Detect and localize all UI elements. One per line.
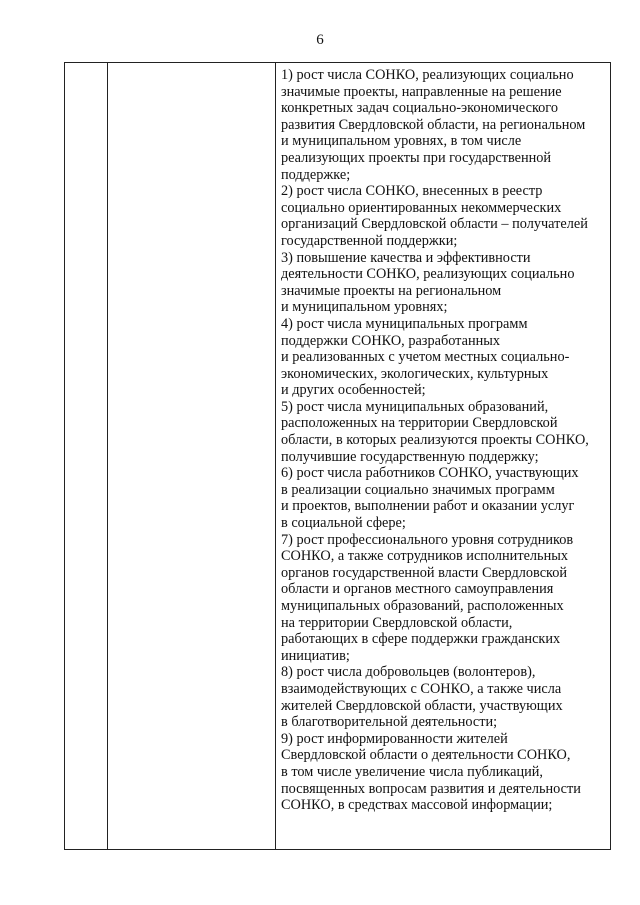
list-item: 6) рост числа работников СОНКО, участвующих в реализации социально значимых программ и проектов, выполнении работ и оказании услуг в социальной сфере; xyxy=(281,465,579,532)
list-item: 8) рост числа добровольцев (волонтеров), взаимодействующих с СОНКО, а также числа жителей Свердловской области, участвующих в благотворительной деятельности; xyxy=(281,664,563,731)
list-item: 2) рост числа СОНКО, внесенных в реестр социально ориентированных некоммерческих организаций Свердловской области – получателей государственной поддержки; xyxy=(281,183,588,249)
page-number: 6 xyxy=(316,32,324,48)
list-item: 3) повышение качества и эффективности деятельности СОНКО, реализующих социально значимые проекты на региональном и муниципальном уровнях; xyxy=(281,249,575,316)
list-item: 7) рост профессионального уровня сотрудников СОНКО, а также сотрудников исполнительных органов государственной власти Свердловской области и органов местного самоуправления муниципальных образований, расположенных на территории Свердловской области, работающих в сфере поддержки гражданских инициатив; xyxy=(281,531,574,664)
list-item: 5) рост числа муниципальных образований, расположенных на территории Свердловской области, в которых реализуются проекты СОНКО, получившие государственную поддержку; xyxy=(281,398,589,465)
list-item: 1) рост числа СОНКО, реализующих социально значимые проекты, направленные на решение конкретных задач социально-экономического развития Свердловской области, на региональном и муниципальном уровнях, в том числе реализующих проекты при государственной поддержке; xyxy=(281,67,586,183)
column-divider-1 xyxy=(107,63,108,849)
list-item: 9) рост информированности жителей Свердловской области о деятельности СОНКО, в том числе увеличение числа публикаций, посвященных вопросам развития и деятельности СОНКО, в средствах массовой информации; xyxy=(281,730,581,814)
document-table xyxy=(64,62,611,850)
column-divider-2 xyxy=(275,63,276,849)
results-cell xyxy=(281,67,606,814)
list-item: 4) рост числа муниципальных программ поддержки СОНКО, разработанных и реализованных с учетом местных социально- экономических, экологических, культурных и других особенностей; xyxy=(281,315,570,399)
